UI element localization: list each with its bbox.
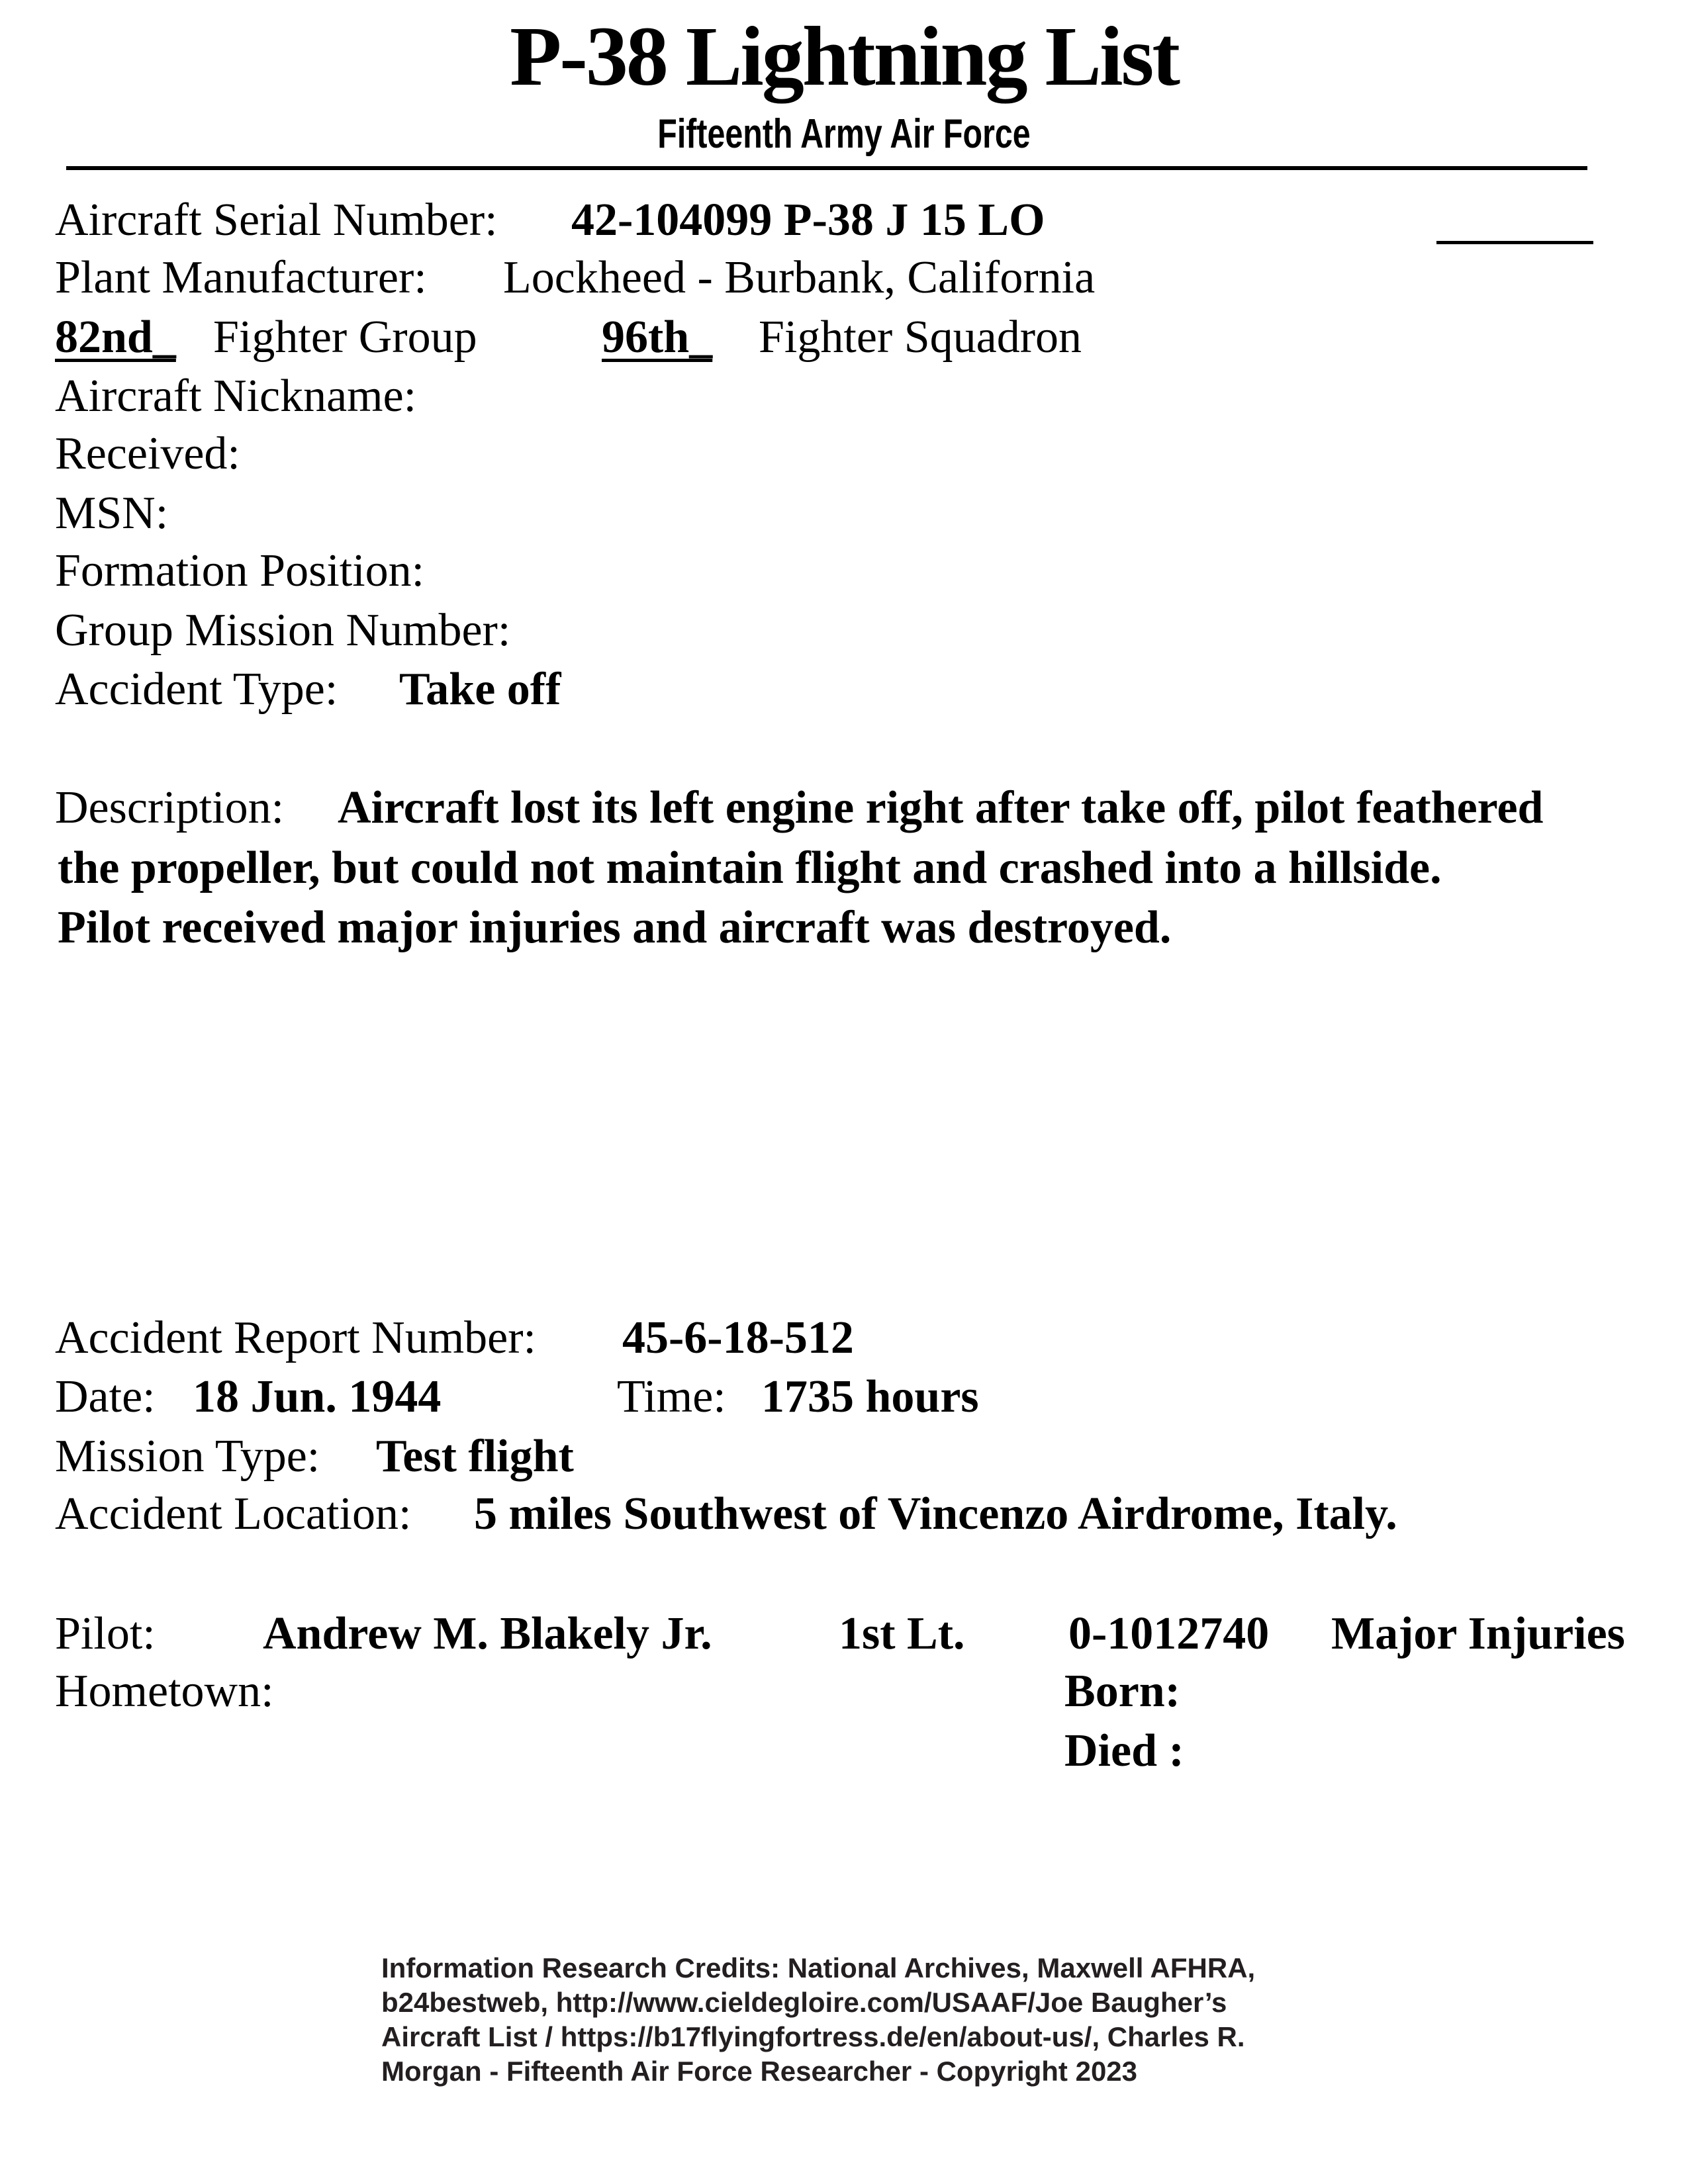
date-value: 18 Jun. 1944 <box>193 1371 442 1422</box>
footer-credits-line: b24bestweb, http://www.cieldegloire.com/USAAF/Joe Baugher’s <box>381 1987 1227 2018</box>
report-number-value: 45-6-18-512 <box>622 1312 854 1363</box>
blank-field-line <box>1436 241 1593 244</box>
group-value: 82nd_ <box>55 312 176 363</box>
nickname-label: Aircraft Nickname: <box>55 371 417 422</box>
page-subtitle: Fifteenth Army Air Force <box>657 111 1031 157</box>
group-label: Fighter Group <box>213 312 477 363</box>
time-value: 1735 hours <box>761 1371 979 1422</box>
accident-type-value: Take off <box>399 664 561 715</box>
pilot-rank: 1st Lt. <box>839 1608 965 1659</box>
msn-label: MSN: <box>55 488 169 539</box>
squadron-label: Fighter Squadron <box>759 312 1082 363</box>
location-value: 5 miles Southwest of Vincenzo Airdrome, Italy. <box>474 1488 1397 1539</box>
manufacturer-label: Plant Manufacturer: <box>55 252 427 303</box>
description-label: Description: <box>55 782 285 833</box>
received-label: Received: <box>55 428 240 479</box>
serial-label: Aircraft Serial Number: <box>55 195 498 246</box>
group-mission-label: Group Mission Number: <box>55 605 511 656</box>
footer-credits-line: Morgan - Fifteenth Air Force Researcher - Copyright 2023 <box>381 2056 1138 2087</box>
description-line: Aircraft lost its left engine right after take off, pilot feathered <box>338 782 1544 833</box>
footer-credits-line: Information Research Credits: National Archives, Maxwell AFHRA, <box>381 1952 1256 1983</box>
formation-label: Formation Position: <box>55 545 425 596</box>
pilot-label: Pilot: <box>55 1608 156 1659</box>
serial-value: 42-104099 P-38 J 15 LO <box>571 195 1045 246</box>
died-label: Died : <box>1064 1725 1184 1776</box>
header-divider <box>66 166 1587 170</box>
report-number-label: Accident Report Number: <box>55 1312 537 1363</box>
hometown-label: Hometown: <box>55 1666 274 1717</box>
squadron-value: 96th_ <box>602 312 713 363</box>
footer-credits-line: Aircraft List / https://b17flyingfortress.de/en/about-us/, Charles R. <box>381 2021 1245 2052</box>
accident-type-label: Accident Type: <box>55 664 338 715</box>
time-label: Time: <box>617 1371 726 1422</box>
born-label: Born: <box>1064 1666 1180 1717</box>
pilot-status: Major Injuries <box>1331 1608 1625 1659</box>
mission-type-label: Mission Type: <box>55 1431 320 1482</box>
date-label: Date: <box>55 1371 156 1422</box>
page-title: P-38 Lightning List <box>510 9 1178 103</box>
manufacturer-value: Lockheed - Burbank, California <box>503 252 1096 303</box>
description-line: the propeller, but could not maintain flight and crashed into a hillside. <box>58 842 1442 893</box>
pilot-name: Andrew M. Blakely Jr. <box>263 1608 712 1659</box>
description-line: Pilot received major injuries and aircraft was destroyed. <box>58 902 1172 953</box>
location-label: Accident Location: <box>55 1488 412 1539</box>
pilot-serial: 0-1012740 <box>1068 1608 1270 1659</box>
mission-type-value: Test flight <box>376 1431 574 1482</box>
